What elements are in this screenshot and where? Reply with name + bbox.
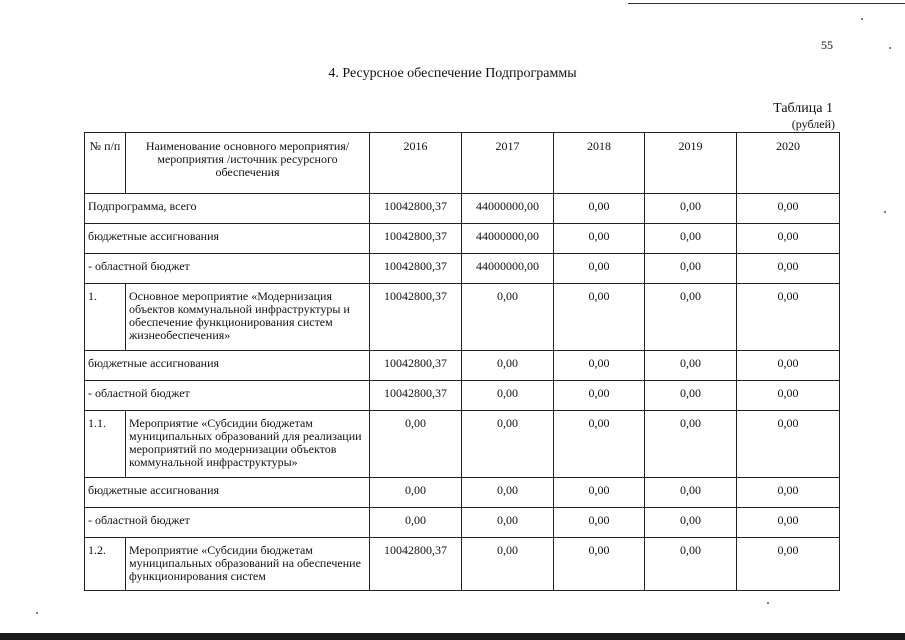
table-row <box>85 411 840 478</box>
row-value-2018: 0,00 <box>554 194 645 224</box>
header-year-2018: 2018 <box>554 133 645 194</box>
row-value-2018: 0,00 <box>554 254 645 284</box>
section-title: 4. Ресурсное обеспечение Подпрограммы <box>328 66 577 81</box>
row-value-2016: 10042800,37 <box>370 538 462 591</box>
table-body <box>85 133 840 591</box>
table-header-row <box>85 133 840 194</box>
bottom-border-band <box>0 633 905 640</box>
row-value-2019: 0,00 <box>645 351 737 381</box>
header-year-2016: 2016 <box>370 133 462 194</box>
row-value-2020: 0,00 <box>737 508 840 538</box>
row-value-2020: 0,00 <box>737 478 840 508</box>
scan-speck <box>889 47 891 49</box>
row-value-2017: 0,00 <box>462 381 554 411</box>
row-label: Подпрограмма, всего <box>85 194 370 224</box>
row-label: Мероприятие «Субсидии бюджетам муниципальных образований для реализации мероприятий по модернизации объектов коммунальной инфраструктуры» <box>126 411 370 478</box>
scan-speck <box>36 612 38 614</box>
row-value-2018: 0,00 <box>554 478 645 508</box>
row-label: - областной бюджет <box>85 508 370 538</box>
row-value-2016: 0,00 <box>370 478 462 508</box>
header-name: Наименование основного мероприятия/мероприятия /источник ресурсного обеспечения <box>126 133 370 194</box>
row-value-2020: 0,00 <box>737 538 840 591</box>
row-value-2017: 0,00 <box>462 351 554 381</box>
row-value-2017: 44000000,00 <box>462 224 554 254</box>
row-value-2018: 0,00 <box>554 284 645 351</box>
table-row <box>85 224 840 254</box>
row-value-2019: 0,00 <box>645 224 737 254</box>
row-value-2019: 0,00 <box>645 508 737 538</box>
row-value-2017: 0,00 <box>462 508 554 538</box>
row-value-2017: 0,00 <box>462 284 554 351</box>
row-value-2019: 0,00 <box>645 284 737 351</box>
row-label: - областной бюджет <box>85 381 370 411</box>
scan-speck <box>767 602 769 604</box>
row-value-2020: 0,00 <box>737 284 840 351</box>
row-value-2020: 0,00 <box>737 254 840 284</box>
row-label: бюджетные ассигнования <box>85 224 370 254</box>
row-value-2019: 0,00 <box>645 381 737 411</box>
row-value-2016: 10042800,37 <box>370 351 462 381</box>
table-row <box>85 284 840 351</box>
row-label: Мероприятие «Субсидии бюджетам муниципальных образований на обеспечение функционирования систем <box>126 538 370 591</box>
row-value-2020: 0,00 <box>737 194 840 224</box>
row-value-2018: 0,00 <box>554 224 645 254</box>
row-value-2020: 0,00 <box>737 381 840 411</box>
row-value-2017: 0,00 <box>462 411 554 478</box>
row-value-2016: 10042800,37 <box>370 284 462 351</box>
table-row <box>85 508 840 538</box>
header-year-2020: 2020 <box>737 133 840 194</box>
row-value-2016: 10042800,37 <box>370 254 462 284</box>
row-value-2020: 0,00 <box>737 351 840 381</box>
row-value-2020: 0,00 <box>737 411 840 478</box>
row-value-2017: 44000000,00 <box>462 254 554 284</box>
page-number: 55 <box>821 38 833 52</box>
table-row <box>85 381 840 411</box>
header-index: № п/п <box>85 133 126 194</box>
row-value-2019: 0,00 <box>645 194 737 224</box>
table-row <box>85 478 840 508</box>
row-value-2016: 10042800,37 <box>370 194 462 224</box>
row-value-2016: 0,00 <box>370 508 462 538</box>
row-label: бюджетные ассигнования <box>85 351 370 381</box>
unit-caption: (рублей) <box>791 117 835 131</box>
header-year-2017: 2017 <box>462 133 554 194</box>
resource-table <box>84 132 840 591</box>
row-label: - областной бюджет <box>85 254 370 284</box>
row-value-2020: 0,00 <box>737 224 840 254</box>
top-border-line <box>628 3 905 4</box>
row-value-2016: 10042800,37 <box>370 381 462 411</box>
row-index: 1. <box>85 284 126 351</box>
row-value-2017: 0,00 <box>462 478 554 508</box>
table-row <box>85 194 840 224</box>
header-year-2019: 2019 <box>645 133 737 194</box>
row-label: Основное мероприятие «Модернизация объектов коммунальной инфраструктуры и обеспечение функционирования систем жизнеобеспечения» <box>126 284 370 351</box>
row-value-2017: 44000000,00 <box>462 194 554 224</box>
table-row <box>85 254 840 284</box>
row-value-2019: 0,00 <box>645 538 737 591</box>
row-value-2016: 10042800,37 <box>370 224 462 254</box>
scan-speck <box>884 211 886 213</box>
scan-speck <box>861 18 863 20</box>
table-caption: Таблица 1 <box>773 101 833 116</box>
row-index: 1.1. <box>85 411 126 478</box>
row-value-2018: 0,00 <box>554 351 645 381</box>
row-value-2019: 0,00 <box>645 478 737 508</box>
row-value-2018: 0,00 <box>554 508 645 538</box>
row-value-2018: 0,00 <box>554 411 645 478</box>
row-value-2016: 0,00 <box>370 411 462 478</box>
row-value-2017: 0,00 <box>462 538 554 591</box>
row-value-2018: 0,00 <box>554 381 645 411</box>
row-value-2018: 0,00 <box>554 538 645 591</box>
table-row <box>85 538 840 591</box>
row-value-2019: 0,00 <box>645 254 737 284</box>
row-value-2019: 0,00 <box>645 411 737 478</box>
row-label: бюджетные ассигнования <box>85 478 370 508</box>
row-index: 1.2. <box>85 538 126 591</box>
table-row <box>85 351 840 381</box>
